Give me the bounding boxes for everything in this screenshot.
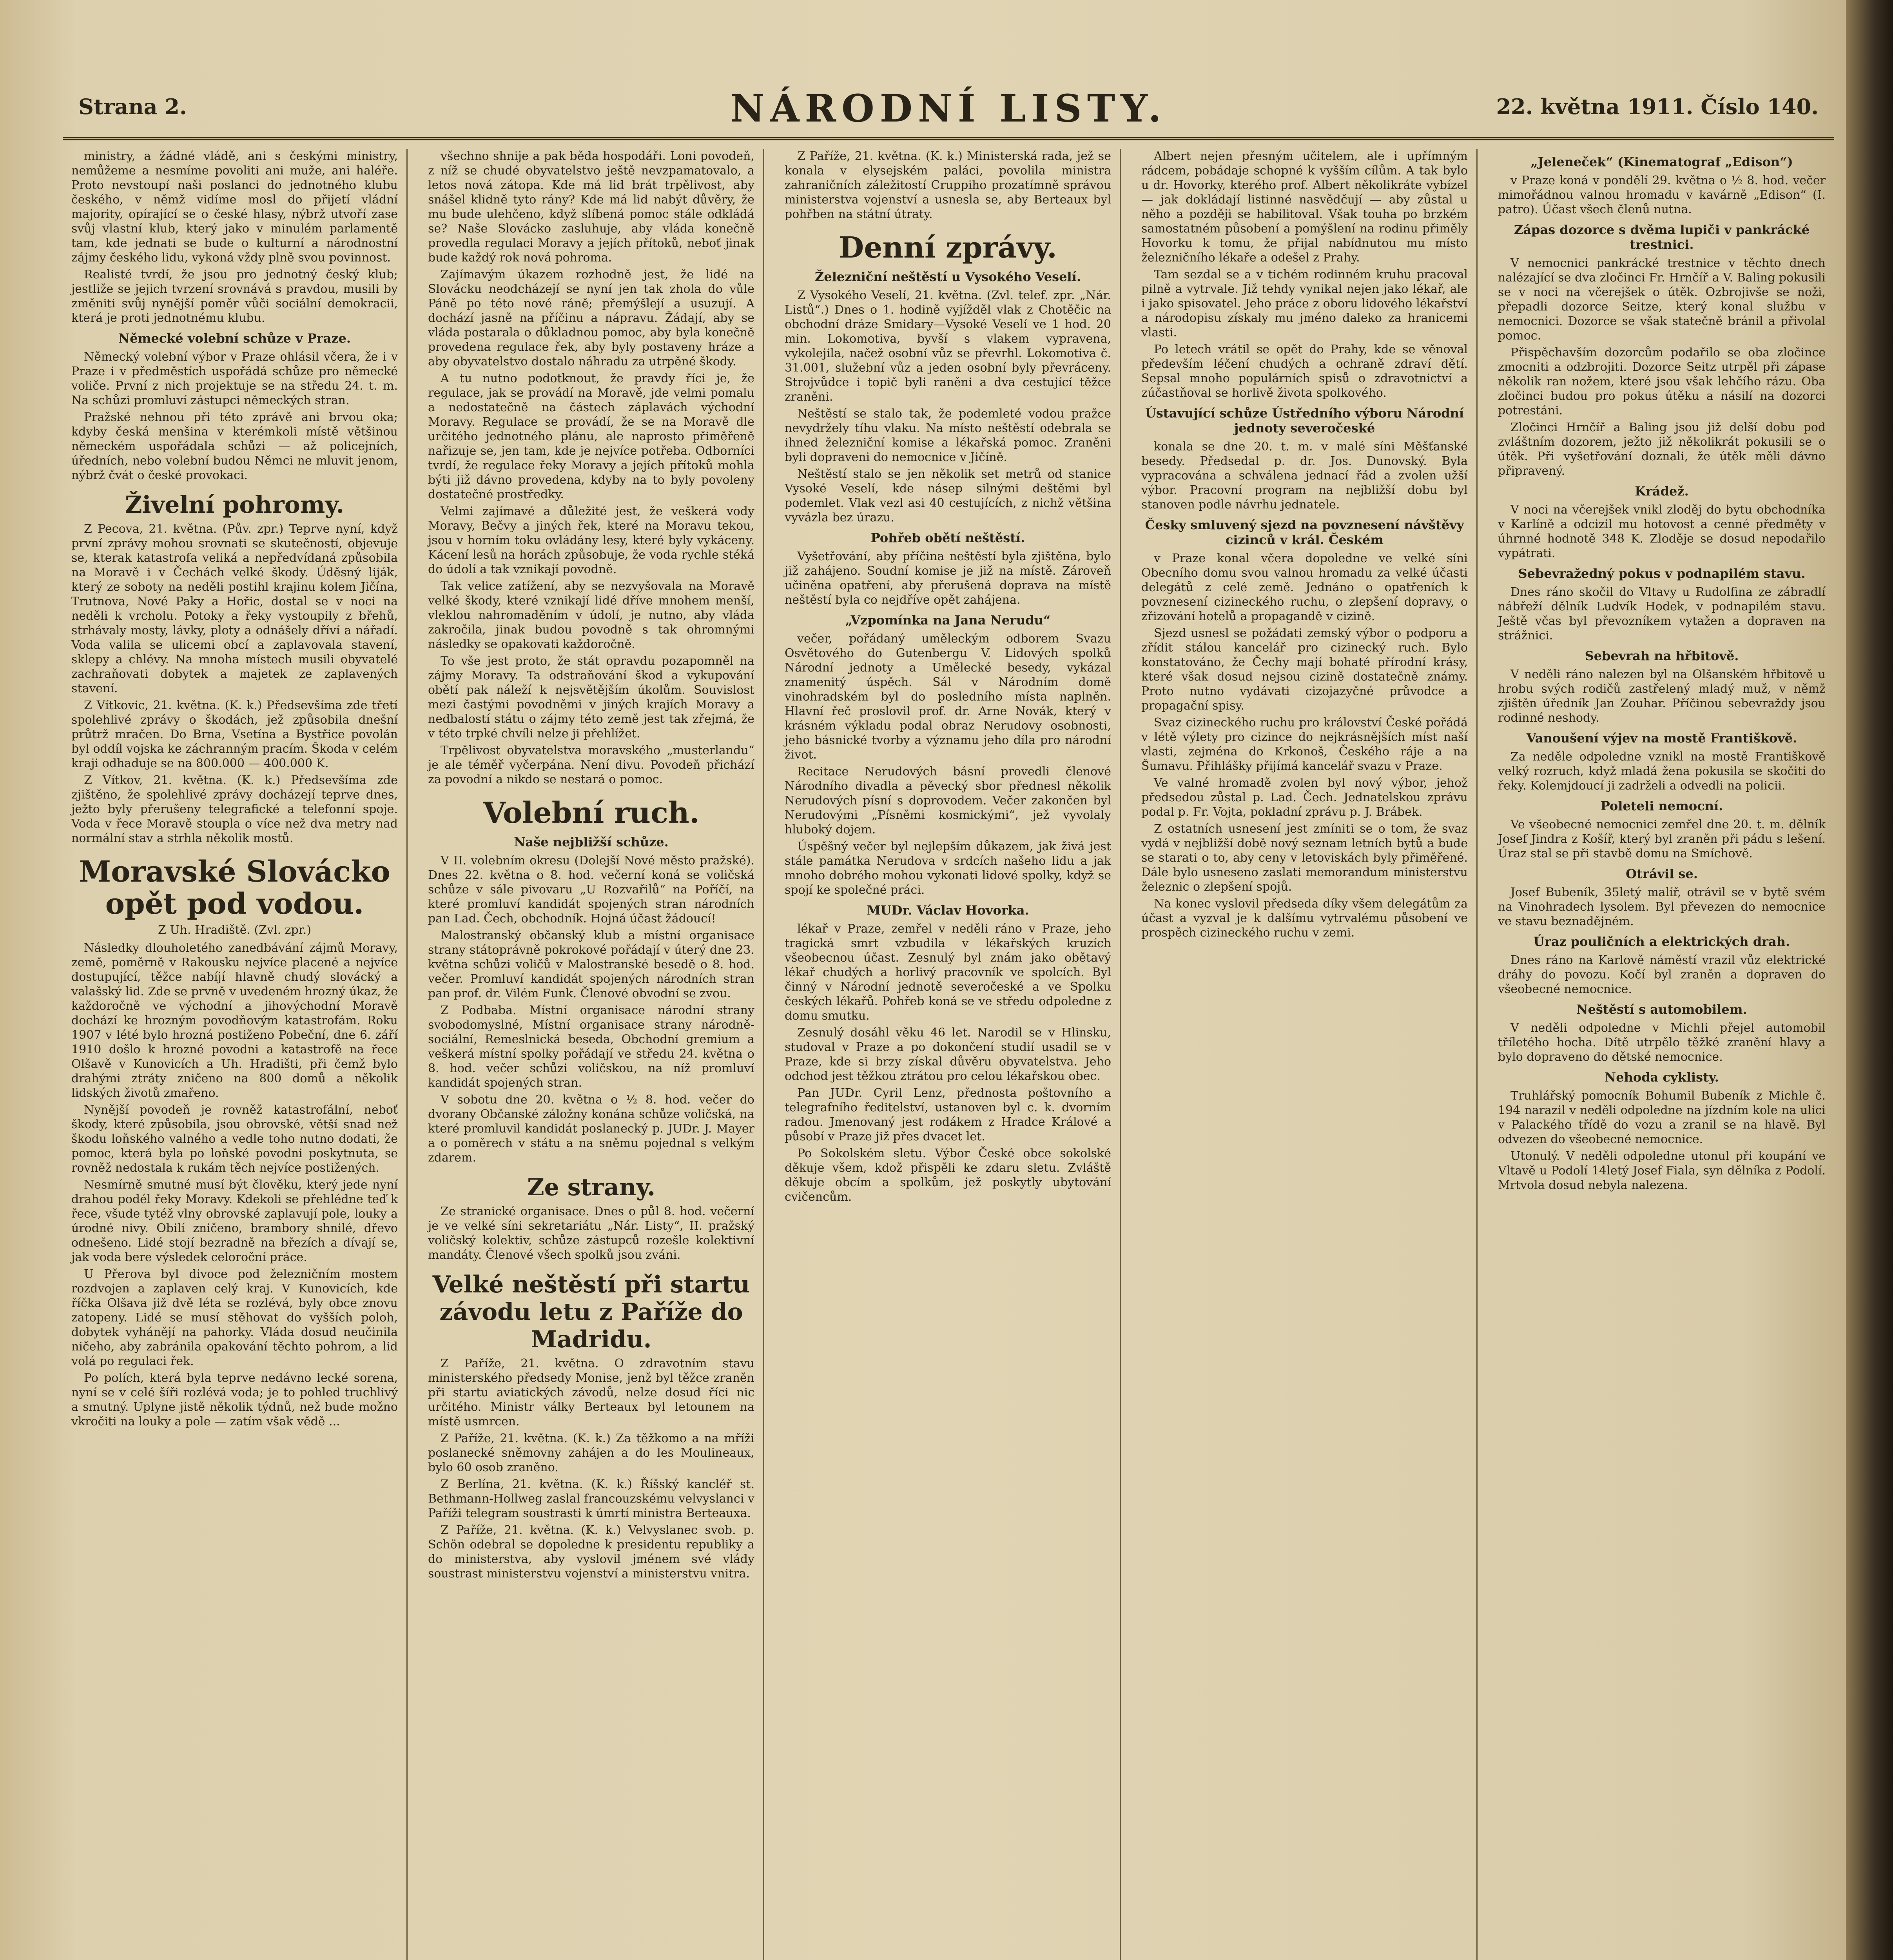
article-paragraph: Z Podbaba. Místní organisace národní strany svobodomyslné, Místní organisace strany národně-sociální, Remeslnická beseda, Obchodní gremium a veškerá místní spolky pořádají ve středu 24. května o 8. hod. večer schůzi voličskou, na níž promluví kandidát spojených stran. <box>428 1004 754 1090</box>
article-paragraph: To vše jest proto, že stát opravdu pozapomněl na zájmy Moravy. Ta odstraňování škod a vykupování obětí pak náleží k nejsvětějším úkolům. Souvislost mezi častými povodněmi v jiných krajích Moravy a nedbalostí státu o zájmy této země jest tak zřejmá, že v této trpké chvíli nelze ji přehlížet. <box>428 654 754 740</box>
article-paragraph: Z Berlína, 21. května. (K. k.) Říšský kancléř st. Bethmann-Hollweg zaslal francouzskému velvyslanci v Paříži telegram soustrasti k úmrtí ministra Berteauxa. <box>428 1477 754 1520</box>
article-subheading: Vanoušení výjev na mostě Františkově. <box>1526 731 1797 746</box>
section-heading: Moravské Slovácko opět pod vodou. <box>79 855 390 921</box>
article-paragraph: Z Paříže, 21. května. (K. k.) Za těžkomo a na mříži poslanecké sněmovny zahájen a do les Moulineaux, bylo 60 osob zraněno. <box>428 1432 754 1474</box>
article-paragraph: Neštěstí stalo se jen několik set metrů od stanice Vysoké Veselí, kde násep silnými deštěmi byl podemlet. Vlak vezl asi 40 cestujících, z nichž většina vyvázla bez úrazu. <box>785 467 1111 524</box>
article-paragraph: Z Vítkov, 21. května. (K. k.) Předsevšíma zde zjištěno, že spolehlivé zprávy docházejí teprve dnes, ježto byly přerušeny telegrafické a telefonní spoje. Voda v řece Moravě stoupla o více než dva metry nad normální stav a strhla několik mostů. <box>71 773 398 845</box>
article-paragraph: Tak velice zatížení, aby se nezvyšovala na Moravě velké škody, které vznikají lidé dříve mnohem menší, vleklou nahromaděním v údolí, je nutno, aby vláda zakročila, jinak budou povodně s tak ohromnými následky se opakovati každoročně. <box>428 579 754 651</box>
page-header <box>63 78 1834 140</box>
article-paragraph: V sobotu dne 20. května o ½ 8. hod. večer do dvorany Občanské záložny konána schůze voličská, na které promluvil kandidát poslanecký p. JUDr. J. Mayer a o poměrech v státu a na sněmu pojednal s velkým zdarem. <box>428 1093 754 1165</box>
article-paragraph: Recitace Nerudových básní provedli členové Národního divadla a pěvecký sbor přednesl několik Nerudových písní s doprovodem. Večer zakončen byl Nerudovými „Písněmi kosmickými“, jež vyvolaly hluboký dojem. <box>785 765 1111 837</box>
article-subheading: Česky smluvený sjezd na povznesení návštěvy cizinců v král. Českém <box>1145 517 1464 547</box>
article-paragraph: Následky dlouholetého zanedbávání zájmů Moravy, země, poměrně v Rakousku nejvíce placené a nejvíce dostupující, těžce nabíjí hlavně chudý slovácký a valašský lid. Zde se prvně v uvedeném hrozný úkaz, že každoročně ve východní a jihovýchodní Moravě dochází ke hrozným povodňovým katastrofám. Roku 1907 v lété bylo hrozná postiženo Pobeční, dne 6. září 1910 došlo k hrozné povodni a katastrofě na řece Olšavě v Kunovicích a Uh. Hradišti, při čemž bylo drahými ztráty zničeno na 800 domů a několik lidských životů zmařeno. <box>71 941 398 1100</box>
article-paragraph: Svaz cizineckého ruchu pro království České pořádá v létě výlety pro cizince do nejkrásnějších míst naší vlasti, zejména do Krkonoš, Českého ráje a na Šumavu. Přihlášky přijímá kancelář svazu v Praze. <box>1141 716 1468 773</box>
article-paragraph: všechno shnije a pak běda hospodáři. Loni povodeň, z níž se chudé obyvatelstvo ještě nevzpamatovalo, a letos nová zátopa. Kde má lid brát trpělivost, aby snášel klidně tyto rány? Kde má lid nabýt důvěry, že mu bude ulehčeno, když slíbená pomoc stále odkládá se? Naše Slovácko zasluhuje, aby vláda konečně provedla regulaci Moravy a jejích přítoků, neboť jinak bude každý rok nová pohroma. <box>428 149 754 265</box>
article-subheading: Otrávil se. <box>1626 866 1698 881</box>
page-number: Strana 2. <box>78 94 187 119</box>
article-paragraph: Ze stranické organisace. Dnes o půl 8. hod. večerní je ve velké síni sekretariátu „Nár. Listy“, II. pražský voličský kolektiv, schůze zástupců rozešle kolektivní mandáty. Členové všech spolků jsou zváni. <box>428 1205 754 1262</box>
article-paragraph: Z ostatních usnesení jest zmíniti se o tom, že svaz vydá v nejbližší době nový seznam letních bytů a bude se starati o to, aby ceny v letoviskách byly přiměřené. Dále bylo usneseno zaslati memorandum ministerstvu železnic o zlepšení spojů. <box>1141 822 1468 894</box>
article-paragraph: Úspěšný večer byl nejlepším důkazem, jak živá jest stále památka Nerudova v srdcích našeho lidu a jak mnoho dobrého mohou vykonati lidové spolky, když se spojí ke společné práci. <box>785 840 1111 897</box>
article-paragraph: Ve valné hromadě zvolen byl nový výbor, jehož předsedou zůstal p. Lad. Čech. Jednatelskou zprávu podal p. Fr. Vojta, pokladní zprávu p. J. Brábek. <box>1141 776 1468 819</box>
issue-date: 22. května 1911. Číslo 140. <box>1496 94 1819 119</box>
article-subheading: Německé volební schůze v Praze. <box>118 331 351 346</box>
section-heading: Ze strany. <box>527 1174 656 1201</box>
article-paragraph: Přispěchavším dozorcům podařilo se oba zločince zmocniti a odzbrojiti. Dozorce Seitz utrpěl při zápase několik ran nožem, které jsou však lehčího rázu. Oba zločinci budou pro pokus útěku a násilí na dozorci potrestáni. <box>1498 346 1826 417</box>
column-3 <box>776 149 1121 1960</box>
article-subheading: Ústavující schůze Ústředního výboru Národní jednoty severočeské <box>1145 406 1464 436</box>
article-paragraph: V neděli odpoledne v Michli přejel automobil tříletého hocha. Dítě utrpělo těžké zranění hlavy a bylo dopraveno do dětské nemocnice. <box>1498 1021 1826 1064</box>
article-paragraph: Sjezd usnesl se požádati zemský výbor o podporu a zřídit stálou kancelář pro cizinecký ruch. Bylo konstatováno, že Čechy mají bohaté přírodní krásy, které však dosud nejsou cizině dostatečně známy. Proto nutno vydávati cizojazyčné průvodce a propagační spisy. <box>1141 626 1468 713</box>
article-paragraph: Na konec vyslovil předseda díky všem delegátům za účast a vyzval je k dalšímu vytrvalému působení ve prospěch cizineckého ruchu v zemi. <box>1141 897 1468 940</box>
column-5 <box>1489 149 1834 1960</box>
article-paragraph: U Přerova byl divoce pod železničním mostem rozdvojen a zaplaven celý kraj. V Kunovicích, kde říčka Olšava již dvě léta se rozlévá, byly obce znovu zatopeny. Lidé se musí stěhovat do vyšších poloh, dobytek vyhánějí na pahorky. Vláda dosud neučinila ničeho, aby zabránila opakování těchto pohrom, a lid volá po regulaci řek. <box>71 1267 398 1368</box>
masthead-title: NÁRODNÍ LISTY. <box>730 86 1167 131</box>
article-subheading: Sebevražedný pokus v podnapilém stavu. <box>1518 566 1806 581</box>
article-paragraph: Velmi zajímavé a důležité jest, že veškerá vody Moravy, Bečvy a jiných řek, které na Moravu tekou, jsou v horním toku ovládány lesy, které byly vykáceny. Kácení lesů na horách způsobuje, že voda rychle stéká do údolí a tak vznikají povodně. <box>428 505 754 576</box>
article-paragraph: Po polích, která byla teprve nedávno lecké sorena, nyní se v celé šíři rozlévá voda; je to pohled truchlivý a smutný. Uplyne jistě několik týdnů, než bude možno vkročiti na louky a pole — zatím však vědě ... <box>71 1371 398 1428</box>
article-subheading: Nehoda cyklisty. <box>1605 1070 1719 1085</box>
article-paragraph: Nesmírně smutné musí být člověku, který jede nyní drahou podél řeky Moravy. Kdekoli se přehlédne teď k řece, všude tytéž vlny obrovské zaplavují pole, louky a úrodné nivy. Obilí zničeno, brambory shnilé, dřevo odnešeno. Lidé stojí bezradně na březích a dívají se, jak voda bere výsledek celoroční práce. <box>71 1178 398 1264</box>
article-paragraph: Realisté tvrdí, že jsou pro jednotný český klub; jestliže se jejich tvrzení srovnává s pravdou, musili by změniti svůj nynější poměr vůči sociální demokracii, která je proti jednotnému klubu. <box>71 268 398 325</box>
article-paragraph: Zesnulý dosáhl věku 46 let. Narodil se v Hlinsku, studoval v Praze a po dokončení studií usadil se v Praze, kde si brzy získal důvěru obyvatelstva. Jeho odchod jest těžkou ztrátou pro celou lékařskou obec. <box>785 1026 1111 1083</box>
article-paragraph: Z Paříže, 21. května. (K. k.) Ministerská rada, jež se konala v elysejském paláci, povolila ministra zahraničních záležitostí Cruppiho prozatímně správou ministerstva vojenství a usnesla se, aby Berteaux byl pohřben na státní útraty. <box>785 149 1111 221</box>
section-heading: Velké neštěstí při startu závodu letu z Paříže do Madridu. <box>432 1271 750 1353</box>
article-subheading: „Vzpomínka na Jana Nerudu“ <box>845 613 1051 628</box>
column-1 <box>63 149 408 1960</box>
article-paragraph: Vyšetřování, aby příčina neštěstí byla zjištěna, bylo již zahájeno. Soudní komise je již na místě. Zároveň učiněna opatření, aby přerušená doprava na místě neštěstí byla co nejdříve opět zahájena. <box>785 550 1111 607</box>
article-paragraph: Z Vítkovic, 21. května. (K. k.) Předsevšíma zde třetí spolehlivé zprávy o škodách, jež způsobila dnešní průtrž mračen. Do Brna, Vsetína a Bystřice povolán byl oddíl vojska ke záchranným pracím. Škoda v celém kraji odhaduje se na 800.000 — 400.000 K. <box>71 699 398 770</box>
article-paragraph: Utonulý. V neděli odpoledne utonul při koupání ve Vltavě u Podolí 14letý Josef Fiala, syn dělníka z Podolí. Mrtvola dosud nebyla nalezena. <box>1498 1149 1826 1192</box>
article-subheading: Zápas dozorce s dvěma lupiči v pankrácké trestnici. <box>1514 222 1810 252</box>
article-subheading: Železniční neštěstí u Vysokého Veselí. <box>815 269 1081 284</box>
article-paragraph: Albert nejen přesným učitelem, ale i upřímným rádcem, pobádaje schopné k vyšším cílům. A tak bylo u dr. Hovorky, kterého prof. Albert několikráte vybízel — jak dokládají listinné nasvědčují — aby zůstal u něho a později se habilitoval. Však touha po brzkém samostatném působení a pomýšlení na rodinu přiměly Hovorku k tomu, že přijal nabídnutou mu místo železničního lékaře a odešel z Prahy. <box>1141 149 1468 265</box>
article-paragraph: Za neděle odpoledne vznikl na mostě Františkově velký rozruch, když mladá žena pokusila se skočiti do řeky. Kolemjdoucí ji zadrželi a odvedli na policii. <box>1498 750 1826 793</box>
article-subheading: „Jeleneček“ (Kinematograf „Edison“) <box>1530 154 1793 169</box>
article-subheading: Krádež. <box>1635 484 1689 499</box>
article-paragraph: Pan JUDr. Cyril Lenz, přednosta poštovního a telegrafního ředitelství, ustanoven byl c. k. dvorním radou. Jmenovaný jest rodákem z Hradce Králové a působí v Praze již přes dvacet let. <box>785 1086 1111 1143</box>
article-subheading: Pohřeb obětí neštěstí. <box>870 530 1025 545</box>
article-paragraph: Pražské nehnou při této zprávě ani brvou oka; kdyby česká menšina v kterémkoli místě většinou německém uspořádala schůzi — až policejních, úředních, nebo volební budou Němci ne mluvit jenom, nýbrž čvát o české provokaci. <box>71 410 398 482</box>
article-paragraph: Po letech vrátil se opět do Prahy, kde se věnoval především léčení chudých a ochraně zdraví dětí. Sepsal mnoho populárních spisů o zdravotnictví a zúčastňoval se horlivě života spolkového. <box>1141 343 1468 400</box>
article-paragraph: Z Vysokého Veselí, 21. května. (Zvl. telef. zpr. „Nár. Listů“.) Dnes o 1. hodině vyjížděl vlak z Chotěčic na obchodní dráze Smidary—Vysoké Veselí ve 1 hod. 20 min. Lokomotiva, byvší s vlakem vypravena, vykolejila, načež osobní vůz se převrhl. Lokomotiva č. 31.001, služební vůz a jeden osobní byly převráceny. Strojvůdce i topič byli raněni a dva cestující těžce zraněni. <box>785 289 1111 404</box>
article-paragraph: Truhlářský pomocník Bohumil Bubeník z Michle č. 194 narazil v neděli odpoledne na jízdním kole na ulici v Palackého třídě do vozu a zranil se na hlavě. Byl odvezen do všeobecné nemocnice. <box>1498 1089 1826 1146</box>
article-paragraph: Z Paříže, 21. května. (K. k.) Velvyslanec svob. p. Schön odebral se dopoledne k presidentu republiky a do ministerstva, aby vyslovil jménem své vlády soustrast ministerstvu vojenství a ministerstvu vnitra. <box>428 1523 754 1581</box>
article-columns <box>63 149 1834 1960</box>
article-paragraph: A tu nutno podotknout, že pravdy říci je, že regulace, jak se provádí na Moravě, jde velmi pomalu a nedostatečně na částech záplavách východní Moravy. Regulace se provádí, že se na Moravě dle určitého jednotného plánu, ale naprosto přiměřeně nařizuje se, jen tam, kde je nejvíce potřeba. Odborníci tvrdí, že regulace řeky Moravy a jejích přítoků mohla býti již dávno provedena, kdyby na to byly povoleny dostatečné prostředky. <box>428 372 754 501</box>
article-paragraph: V nemocnici pankrácké trestnice v těchto dnech nalézající se dva zločinci Fr. Hrnčíř a V. Baling pokusili se v noci na včerejšek o útěk. Ozbrojivše se noži, přepadli dozorce Seitze, který konal službu v nemocnici. Dozorce se však statečně bránil a přivolal pomoc. <box>1498 256 1826 343</box>
article-paragraph: ministry, a žádné vládě, ani s českými ministry, nemůžeme a nesmíme povoliti ani muže, ani haléře. Proto nevstoupí naši poslanci do jednotného klubu českého, v němž vidíme mosl do přijetí vládní majority, opírající se o české hlasy, nýbrž utvoří zase svůj vlastní klub, který jako v minulém parlamentě tam, kde jednati se bude o kulturní a národnostní zájmy českého lidu, vykoná vždy plně svou povinnost. <box>71 149 398 265</box>
article-paragraph: Zločinci Hrnčíř a Baling jsou již delší dobu pod zvláštním dozorem, ježto již několikrát pokusili se o útěk. Při vyšetřování doznali, že útěk měli dávno připravený. <box>1498 421 1826 478</box>
column-4 <box>1133 149 1478 1960</box>
column-2 <box>419 149 764 1960</box>
book-spine <box>1846 0 1893 1960</box>
article-subheading: Naše nejbližší schůze. <box>514 835 669 849</box>
section-heading: Živelní pohromy. <box>125 491 345 519</box>
article-paragraph: Dnes ráno na Karlově náměstí vrazil vůz elektrické dráhy do povozu. Kočí byl zraněn a dopraven do všeobecné nemocnice. <box>1498 953 1826 996</box>
article-paragraph: Nynější povodeň je rovněž katastrofální, neboť škody, které způsobila, jsou obrovské, větší snad než škodu loňského valného a vedle toho nutno dodati, že pomoc, která byla po loňské povodni poskytnuta, se rovněž nedostala k rukám těch nejvíce postižených. <box>71 1103 398 1175</box>
article-paragraph: V noci na včerejšek vnikl zloděj do bytu obchodníka v Karlíně a odcizil mu hotovost a cenné předměty v úhrnné hodnotě 348 K. Zloděje se dosud nepodařilo vypátrati. <box>1498 503 1826 560</box>
article-subheading: Sebevrah na hřbitově. <box>1585 648 1739 663</box>
article-paragraph: Josef Bubeník, 35letý malíř, otrávil se v bytě svém na Vinohradech lysolem. Byl převezen do nemocnice ve stavu beznadějném. <box>1498 886 1826 928</box>
article-paragraph: Zajímavým úkazem rozhodně jest, že lidé na Slovácku neodcházejí se nyní jen tak zhola do vůle Páně po této nové ráně; přemýšlejí a usuzují. A dochází jasně na příčinu a nápravu. Žádají, aby se vláda postarala o důkladnou pomoc, aby byla konečně provedena regulace řek, aby byly postaveny hráze a aby obyvatelstvo dostalo náhradu za utrpěné škody. <box>428 268 754 368</box>
article-paragraph: Z Paříže, 21. května. O zdravotním stavu ministerského předsedy Monise, jenž byl těžce zraněn při startu aviatických závodů, nelze dosud říci nic určitého. Ministr války Berteaux byl letounem na místě usmrcen. <box>428 1357 754 1428</box>
article-paragraph: Malostranský občanský klub a místní organisace strany státoprávně pokrokové pořádají v úterý dne 23. května schůzi voličů v Malostranské besedě o 8. hod. večer. Promluví kandidát spojených národních stran pan prof. dr. Vilém Funk. Členové obvodní se zvou. <box>428 929 754 1000</box>
article-paragraph: večer, pořádaný uměleckým odborem Svazu Osvětového do Gutenbergu V. Lidových spolků Národní jednoty a Umělecké besedy, vykázal znamenitý úspěch. Sál v Národním domě vinohradském byl do posledního místa naplněn. Hlavní řeč proslovil prof. dr. Arne Novák, který v krásném výkladu podal obraz Nerudovy osobnosti, jeho básnické tvorby a významu jeho díla pro národní život. <box>785 632 1111 762</box>
section-heading: Volební ruch. <box>483 796 700 830</box>
article-paragraph: V neděli ráno nalezen byl na Olšanském hřbitově u hrobu svých rodičů zastřelený mladý muž, v němž zjištěn úředník Jan Zouhar. Příčinou sebevraždy jsou rodinné neshody. <box>1498 668 1826 725</box>
article-paragraph: Ve všeobecné nemocnici zemřel dne 20. t. m. dělník Josef Jindra z Košíř, který byl zraněn při pádu s lešení. Úraz stal se při stavbě domu na Smíchově. <box>1498 818 1826 860</box>
article-subheading: Poleteli nemocní. <box>1600 799 1723 813</box>
section-heading: Denní zprávy. <box>839 231 1057 265</box>
article-paragraph: Po Sokolském sletu. Výbor České obce sokolské děkuje všem, kdož přispěli ke zdaru sletu. Zvláště děkuje obcím a spolkům, jež poskytly ubytování cvičencům. <box>785 1147 1111 1204</box>
article-paragraph: Dnes ráno skočil do Vltavy u Rudolfina ze zábradlí nábřeží dělník Ludvík Hodek, v podnapilém stavu. Ještě včas byl převozníkem vytažen a dopraven na strážnici. <box>1498 585 1826 642</box>
article-paragraph: v Praze konal včera dopoledne ve velké síni Obecního domu svou valnou hromadu za velké účasti delegátů z celé země. Jednáno o opatřeních k povznesení cizineckého ruchu, o zlepšení dopravy, o zřizování hotelů a propagandě v cizině. <box>1141 552 1468 623</box>
article-paragraph: Tam sezdal se a v tichém rodinném kruhu pracoval pilně a vytrvale. Již tehdy vynikal nejen jako lékař, ale i jako spisovatel. Jeho práce z oboru lidového lékařství a národopisu získaly mu jméno daleko za hranicemi vlasti. <box>1141 268 1468 339</box>
article-subheading: Neštěstí s automobilem. <box>1576 1002 1747 1017</box>
dateline: Z Uh. Hradiště. (Zvl. zpr.) <box>158 923 311 937</box>
article-paragraph: v Praze koná v pondělí 29. května o ½ 8. hod. večer mimořádnou valnou hromadu v kavárně „Edison“ (I. patro). Účast všech členů nutna. <box>1498 174 1826 216</box>
article-paragraph: Z Pecova, 21. května. (Pův. zpr.) Teprve nyní, když první zprávy mohou srovnati se skutečností, objevuje se, kterak katastrofa veliká a nepředvídaná způsobila na Moravě i v Čechách velké škody. Úděsný liják, který ze soboty na neděli postihl krajinu kolem Jičína, Trutnova, Nové Paky a Hořic, dostal se v noci na neděli k vrcholu. Potoky a řeky vystoupily z břehů, strhávaly mosty, lávky, ploty a odnášely dříví a nářadí. Voda valila se ulicemi obcí a zaplavovala stavení, sklepy a chlévy. Na mnoha místech musili obyvatelé zachraňovati dobytek a majetek ze zaplavených stavení. <box>71 522 398 695</box>
article-paragraph: Neštěstí se stalo tak, že podemleté vodou pražce nevydržely tíhu vlaku. Na místo neštěstí odebrala se ihned železniční komise a lékařská pomoc. Zraněni byli dopraveni do nemocnice v Jičíně. <box>785 407 1111 464</box>
article-paragraph: Německý volební výbor v Praze ohlásil včera, že i v Praze i v předměstích uspořádá schůze pro německé voliče. První z nich projektuje se na středu 24. t. m. Na schůzi promluví zástupci německých stran. <box>71 350 398 407</box>
article-paragraph: lékař v Praze, zemřel v neděli ráno v Praze, jeho tragická smrt vzbudila v lékařských kruzích všeobecnou účast. Zesnulý byl znám jako obětavý lékař chudých a horlivý pracovník ve spolcích. Byl činný v Národní jednotě severočeské a ve Spolku českých lékařů. Pohřeb koná se ve středu odpoledne z domu smutku. <box>785 922 1111 1023</box>
article-subheading: MUDr. Václav Hovorka. <box>867 903 1029 918</box>
article-paragraph: Trpělivost obyvatelstva moravského „musterlandu“ je ale téměř vyčerpána. Není divu. Povodeň přichází za povodní a nikdo se nestará o pomoc. <box>428 744 754 786</box>
article-subheading: Úraz pouličních a elektrických drah. <box>1533 934 1790 949</box>
article-paragraph: V II. volebním okresu (Dolejší Nové město pražské). Dnes 22. května o 8. hod. večerní koná se voličská schůze v sále pivovaru „U Rozvařilů“ na Poříčí, na které promluví kandidát spojených stran národních pan Lad. Čech, obchodník. Hojná účast žádoucí! <box>428 854 754 926</box>
article-paragraph: konala se dne 20. t. m. v malé síni Měšťanské besedy. Předsedal p. dr. Jos. Dunovský. Byla vypracována a schválena jednací řád a zvolen užší výbor. Pracovní program na nejbližší dobu byl stanoven podle návrhu jednatele. <box>1141 440 1468 512</box>
